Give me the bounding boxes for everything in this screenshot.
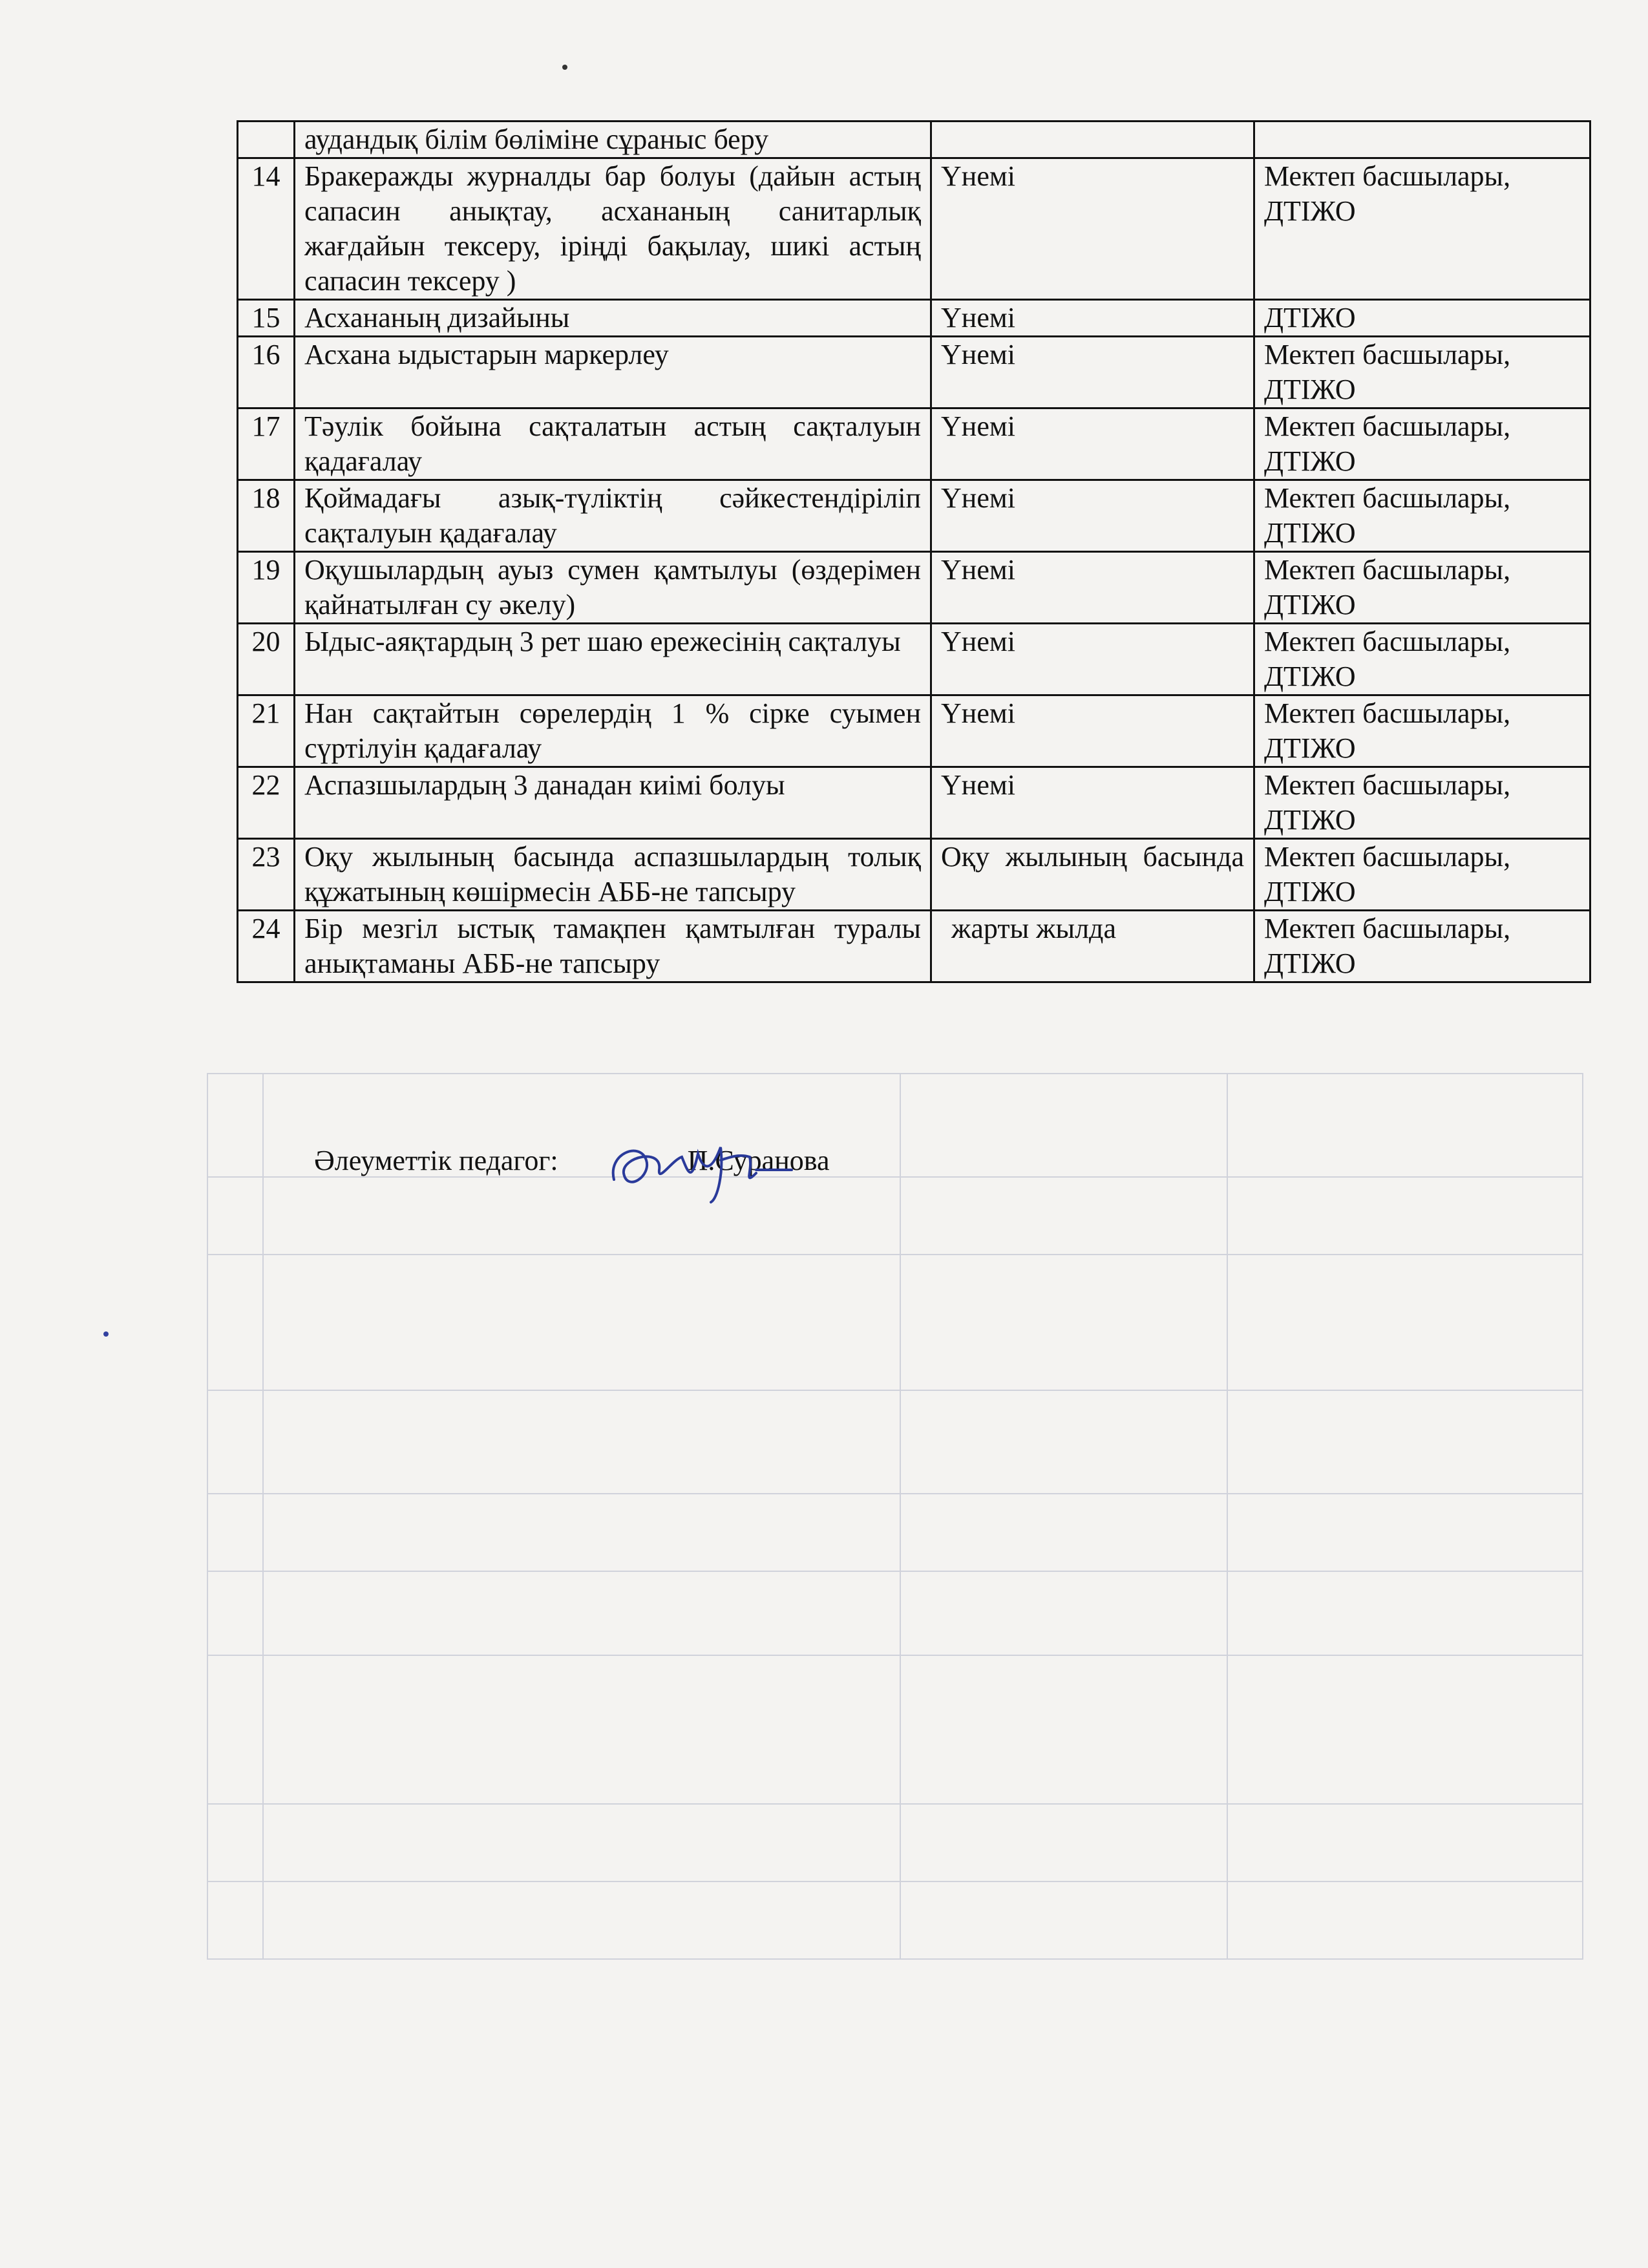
- row-when: Үнемі: [931, 767, 1254, 839]
- row-task: Асхана ыдыстарын маркерлеу: [295, 337, 931, 408]
- row-number: 17: [238, 408, 295, 480]
- table-row: [238, 624, 1590, 695]
- row-number: 23: [238, 839, 295, 911]
- table-row: [238, 911, 1590, 982]
- table-row: [238, 839, 1590, 911]
- row-task: Тәулік бойына сақталатын астың сақталуын қадағалау: [295, 408, 931, 480]
- row-number: 20: [238, 624, 295, 695]
- row-task: Қоймадағы азық-түліктің сәйкестендіріліп сақталуын қадағалау: [295, 480, 931, 552]
- row-responsible: Мектеп басшылары, ДТІЖО: [1254, 408, 1590, 480]
- row-task: Бір мезгіл ыстық тамақпен қамтылған туралы анықтаманы АББ-не тапсыру: [295, 911, 931, 982]
- row-when: Үнемі: [931, 624, 1254, 695]
- table-row: [238, 158, 1590, 300]
- row-responsible: Мектеп басшылары, ДТІЖО: [1254, 337, 1590, 408]
- table-row: [238, 300, 1590, 337]
- signatory-role: Әлеуметтік педагог:: [314, 1145, 558, 1176]
- table-row: [238, 767, 1590, 839]
- table-row: [238, 408, 1590, 480]
- row-responsible: Мектеп басшылары, ДТІЖО: [1254, 480, 1590, 552]
- bleed-through-table: [207, 1073, 1583, 2198]
- ink-speck: [562, 65, 567, 70]
- row-when: Үнемі: [931, 552, 1254, 624]
- row-number: 14: [238, 158, 295, 300]
- table-row: [238, 695, 1590, 767]
- row-responsible: Мектеп басшылары, ДТІЖО: [1254, 911, 1590, 982]
- row-task: аудандық білім бөліміне сұраныс беру: [295, 122, 931, 158]
- table-row: [238, 552, 1590, 624]
- row-responsible: Мектеп басшылары, ДТІЖО: [1254, 767, 1590, 839]
- row-task: Асхананың дизайыны: [295, 300, 931, 337]
- tasks-table: [237, 120, 1591, 983]
- table-row: [238, 122, 1590, 158]
- signatory-name: П.Суранова: [687, 1145, 830, 1176]
- row-responsible: Мектеп басшылары, ДТІЖО: [1254, 158, 1590, 300]
- row-task: Нан сақтайтын сөрелердің 1 % сірке суымен сүртілуін қадағалау: [295, 695, 931, 767]
- row-responsible: Мектеп басшылары, ДТІЖО: [1254, 552, 1590, 624]
- row-when: Үнемі: [931, 480, 1254, 552]
- row-when: Оқу жылының басында: [931, 839, 1254, 911]
- row-number: 19: [238, 552, 295, 624]
- row-number: 15: [238, 300, 295, 337]
- row-responsible: [1254, 122, 1590, 158]
- row-when: Үнемі: [931, 158, 1254, 300]
- row-number: 18: [238, 480, 295, 552]
- row-task: Аспазшылардың 3 данадан киімі болуы: [295, 767, 931, 839]
- row-responsible: Мектеп басшылары, ДТІЖО: [1254, 624, 1590, 695]
- row-when: Үнемі: [931, 695, 1254, 767]
- table-row: [238, 480, 1590, 552]
- row-responsible: ДТІЖО: [1254, 300, 1590, 337]
- row-task: Ыдыс-аяқтардың 3 рет шаю ережесінің сақталуы: [295, 624, 931, 695]
- row-number: 22: [238, 767, 295, 839]
- row-number: [238, 122, 295, 158]
- row-when: Үнемі: [931, 337, 1254, 408]
- ink-speck: [103, 1331, 109, 1337]
- row-responsible: Мектеп басшылары, ДТІЖО: [1254, 839, 1590, 911]
- row-when: Үнемі: [931, 300, 1254, 337]
- handwritten-signature: [601, 1134, 795, 1205]
- row-number: 16: [238, 337, 295, 408]
- row-when: [931, 122, 1254, 158]
- row-task: Бракеражды журналды бар болуы (дайын астың сапасин анықтау, асхананың санитарлық жағдайын тексеру, іріңді бақылау, шикі астың сапасин тексеру ): [295, 158, 931, 300]
- row-number: 24: [238, 911, 295, 982]
- row-when: жарты жылда: [931, 911, 1254, 982]
- row-responsible: Мектеп басшылары, ДТІЖО: [1254, 695, 1590, 767]
- row-task: Оқушылардың ауыз сумен қамтылуы (өздерімен қайнатылған су әкелу): [295, 552, 931, 624]
- table-row: [238, 337, 1590, 408]
- row-number: 21: [238, 695, 295, 767]
- row-task: Оқу жылының басында аспазшылардың толық құжатының көшірмесін АББ-не тапсыру: [295, 839, 931, 911]
- row-when: Үнемі: [931, 408, 1254, 480]
